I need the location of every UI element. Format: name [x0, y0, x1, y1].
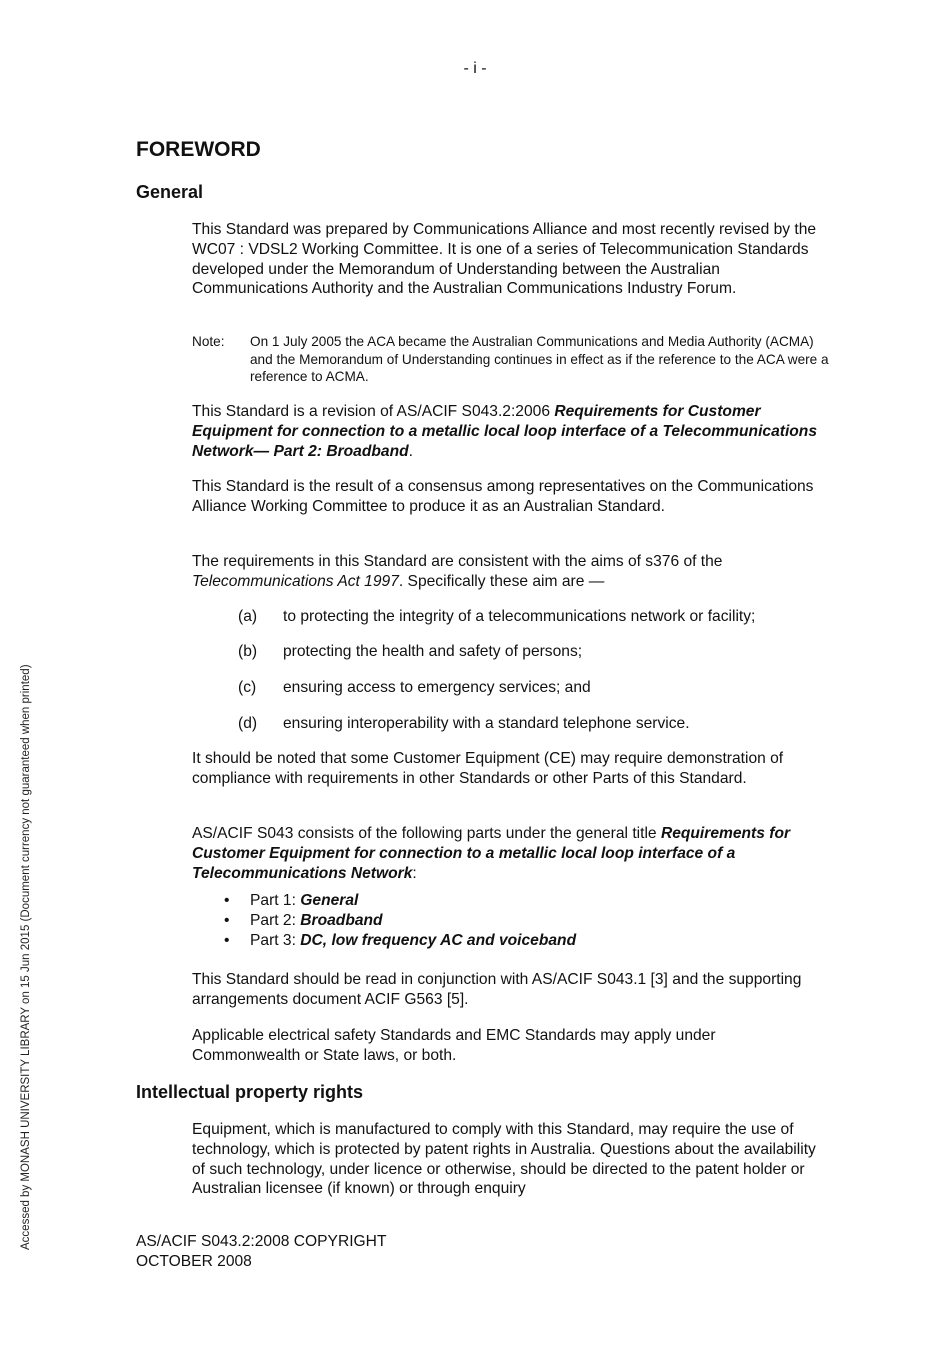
- aim-text: ensuring interoperability with a standard telephone service.: [283, 715, 690, 732]
- section-heading-ip: Intellectual property rights: [136, 1082, 364, 1102]
- part-title: General: [300, 892, 359, 909]
- section-heading-general: General: [136, 182, 204, 202]
- part-label: Part 2:: [250, 911, 301, 929]
- paragraph-conjunction: This Standard should be read in conjunction with AS/ACIF S043.1 [3] and the supporting arrangements document ACIF G563 [5].: [192, 971, 802, 1008]
- paragraph-parts: [192, 824, 828, 883]
- page-title: FOREWORD: [136, 138, 261, 161]
- aim-text: ensuring access to emergency services; and: [283, 679, 591, 696]
- list-item: [222, 931, 576, 951]
- page-number: - i -: [463, 60, 487, 77]
- parts-general-title: Requirements for Customer Equipment for connection to a metallic local loop interface of a Telecommunications Network: [192, 825, 791, 882]
- list-item: [222, 891, 576, 911]
- paragraph-revision: [192, 402, 828, 461]
- footer-date: OCTOBER 2008: [136, 1252, 252, 1270]
- aim-marker: (c): [238, 679, 257, 696]
- note-text: On 1 July 2005 the ACA became the Australian Communications and Media Authority (ACMA) and the Memorandum of Understanding continues in effect as if the reference to the ACA were a reference to ACMA.: [250, 334, 829, 385]
- footer-copyright: AS/ACIF S043.2:2008 COPYRIGHT: [136, 1233, 387, 1250]
- aim-item: [238, 678, 591, 698]
- aim-marker: (d): [238, 715, 258, 732]
- paragraph-patents: Equipment, which is manufactured to comply with this Standard, may require the use of technology, which is protected by patent rights in Australia. Questions about the availability of such technology, under licence or otherwise, should be directed to the patent holder or Australian licensee (if known) or through enquiry: [192, 1121, 816, 1198]
- footer: [136, 1232, 386, 1271]
- paragraph-consensus: This Standard is the result of a consensus among representatives on the Communications Alliance Working Committee to produce it as an Australian Standard.: [192, 478, 814, 515]
- parts-list: [222, 891, 576, 950]
- paragraph-safety: Applicable electrical safety Standards and EMC Standards may apply under Commonwealth or State laws, or both.: [192, 1027, 716, 1064]
- paragraph-compliance: It should be noted that some Customer Equipment (CE) may require demonstration of compliance with requirements in other Standards or other Parts of this Standard.: [192, 750, 784, 787]
- list-item: [222, 911, 576, 931]
- access-watermark: Accessed by MONASH UNIVERSITY LIBRARY on 15 Jun 2015 (Document currency not guaranteed when printed): [20, 664, 32, 1250]
- act-title: Telecommunications Act 1997: [192, 572, 399, 590]
- parts-text: AS/ACIF S043 consists of the following parts under the general title: [192, 825, 661, 842]
- aim-text: to protecting the integrity of a telecommunications network or facility;: [283, 608, 756, 625]
- requirements-end: . Specifically these aim are —: [398, 572, 605, 590]
- parts-end: :: [412, 864, 417, 882]
- part-title: DC, low frequency AC and voiceband: [300, 931, 577, 949]
- note: [192, 333, 832, 386]
- requirements-text: The requirements in this Standard are consistent with the aims of s376 of the: [192, 553, 723, 570]
- part-label: Part 1:: [250, 892, 301, 909]
- paragraph-requirements: [192, 552, 828, 592]
- aim-item: [238, 607, 755, 627]
- aim-marker: (a): [238, 608, 258, 625]
- aim-marker: (b): [238, 643, 258, 660]
- revision-end: .: [408, 442, 413, 460]
- revision-title: Requirements for Customer Equipment for connection to a metallic local loop interface of a Telecommunications Network— Part 2: Broadband: [192, 403, 818, 460]
- aim-item: [238, 642, 582, 662]
- aim-item: [238, 714, 690, 734]
- aim-text: protecting the health and safety of persons;: [283, 643, 583, 660]
- note-label: Note:: [192, 334, 225, 349]
- part-label: Part 3:: [250, 931, 301, 949]
- paragraph-preparation: This Standard was prepared by Communications Alliance and most recently revised by the WC07 : VDSL2 Working Committee. It is one of a series of Telecommunication Standards developed under the Memorandum of Understanding between the Australian Communications Authority and the Australian Communications Industry Forum.: [192, 221, 817, 298]
- part-title: Broadband: [300, 911, 383, 929]
- revision-text: This Standard is a revision of AS/ACIF S043.2:2006: [192, 403, 555, 420]
